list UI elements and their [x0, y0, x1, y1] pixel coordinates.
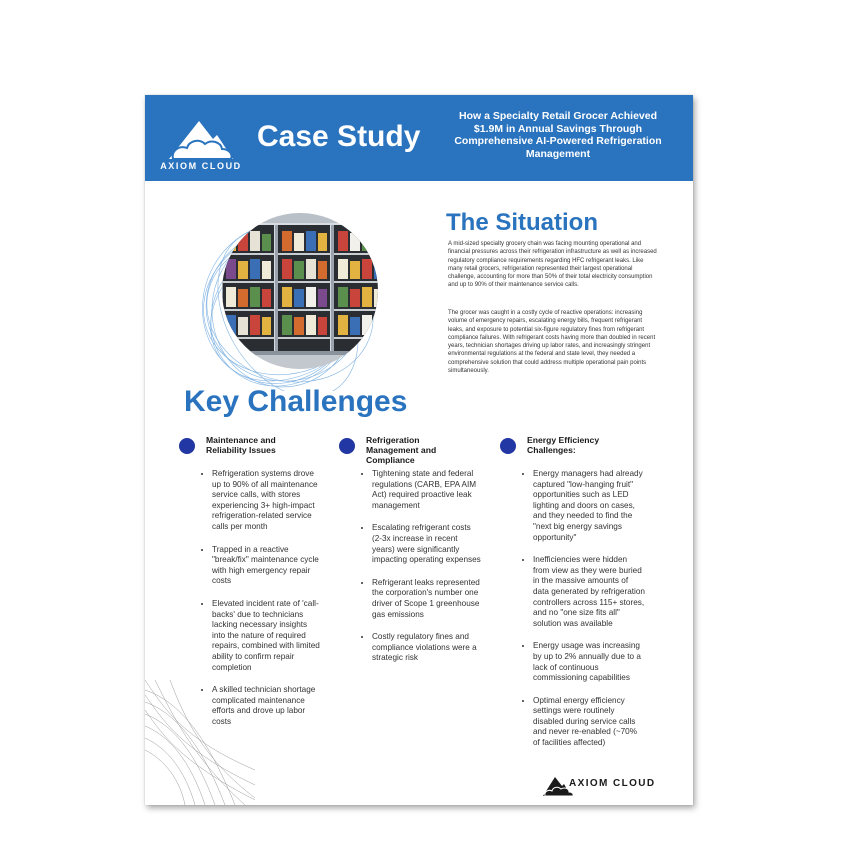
footer-brand: AXIOM CLOUD: [569, 778, 656, 789]
list-item: • Costly regulatory fines and compliance violations were a strategic risk: [372, 632, 482, 664]
situation-paragraph: The grocer was caught in a costly cycle of reactive operations: increasing volume of emergency repairs, escalating energy bills, frequent refrigerant leaks, and exposure to potential six-figure regulatory fines from refrigerant compliance failures. With refrigerant costs having more than doubled in recent years, technician shortages driving up labor rates, and increasingly stringent environmental regulations at the federal and state level, they needed a comprehensive solution that could address multiple operational pain points simultaneously.: [448, 310, 656, 375]
situation-title: The Situation: [446, 209, 598, 236]
list-item: • Refrigeration systems drove up to 90% of all maintenance service calls, with stores experiencing 3+ high-impact refrigeration-related service calls per month: [212, 469, 322, 533]
axiom-cloud-logo-icon: [165, 117, 237, 161]
list-item: • Inefficiencies were hidden from view as they were buried in the massive amounts of data generated by refrigeration controllers across 115+ stores, and no "one size fits all" solution was available: [533, 555, 645, 629]
column-heading: Maintenance and Reliability Issues: [206, 435, 276, 455]
challenge-list: [359, 469, 482, 676]
challenge-list: [520, 469, 645, 761]
bullet-dot-icon: [339, 438, 355, 454]
key-challenges-title: Key Challenges: [184, 385, 408, 418]
column-heading: Energy Efficiency Challenges:: [527, 435, 600, 455]
list-item: • Elevated incident rate of 'call-backs' due to technicians lacking necessary insights into the nature of required repairs, combined with limited ability to confirm repair completion: [212, 599, 322, 673]
list-item: • Energy usage was increasing by up to 2% annually due to a lack of continuous commissioning capabilities: [533, 641, 645, 683]
challenge-list: [199, 469, 322, 739]
list-item: • Refrigerant leaks represented the corporation's number one driver of Scope 1 greenhouse gas emissions: [372, 578, 482, 620]
header-subtitle: How a Specialty Retail Grocer Achieved $1.9M in Annual Savings Through Comprehensive AI-Powered Refrigeration Management: [454, 110, 662, 160]
brand-name: AXIOM CLOUD: [160, 161, 242, 171]
bullet-dot-icon: [500, 438, 516, 454]
list-item: • Energy managers had already captured "low-hanging fruit" opportunities such as LED lighting and doors on cases, and they needed to find the "next big energy savings opportunity": [533, 469, 645, 543]
list-item: • Optimal energy efficiency settings were routinely disabled during service calls and never re-enabled (~70% of facilities affected): [533, 696, 645, 749]
list-item: • Tightening state and federal regulations (CARB, EPA AIM Act) required proactive leak management: [372, 469, 482, 511]
header-banner: [145, 95, 693, 181]
situation-paragraph: A mid-sized specialty grocery chain was facing mounting operational and financial pressures across their refrigeration infrastructure as well as increased regulatory compliance requirements regarding HFC refrigerant leaks. Like many retail grocers, refrigeration represented their largest operational challenge, accounting for more than 50% of their total electricity consumption and up to 90% of their maintenance service calls.: [448, 241, 657, 289]
column-heading: Refrigeration Management and Compliance: [366, 435, 437, 465]
list-item: • Trapped in a reactive "break/fix" maintenance cycle with high emergency repair costs: [212, 545, 322, 587]
list-item: • Escalating refrigerant costs (2-3x increase in recent years) were significantly impacting operating expenses: [372, 523, 482, 565]
page-title: Case Study: [257, 120, 421, 153]
list-item: • A skilled technician shortage complicated maintenance efforts and drove up labor costs: [212, 685, 322, 727]
refrigerator-case-photo: [200, 191, 400, 391]
case-study-page: [145, 95, 693, 805]
bullet-dot-icon: [179, 438, 195, 454]
